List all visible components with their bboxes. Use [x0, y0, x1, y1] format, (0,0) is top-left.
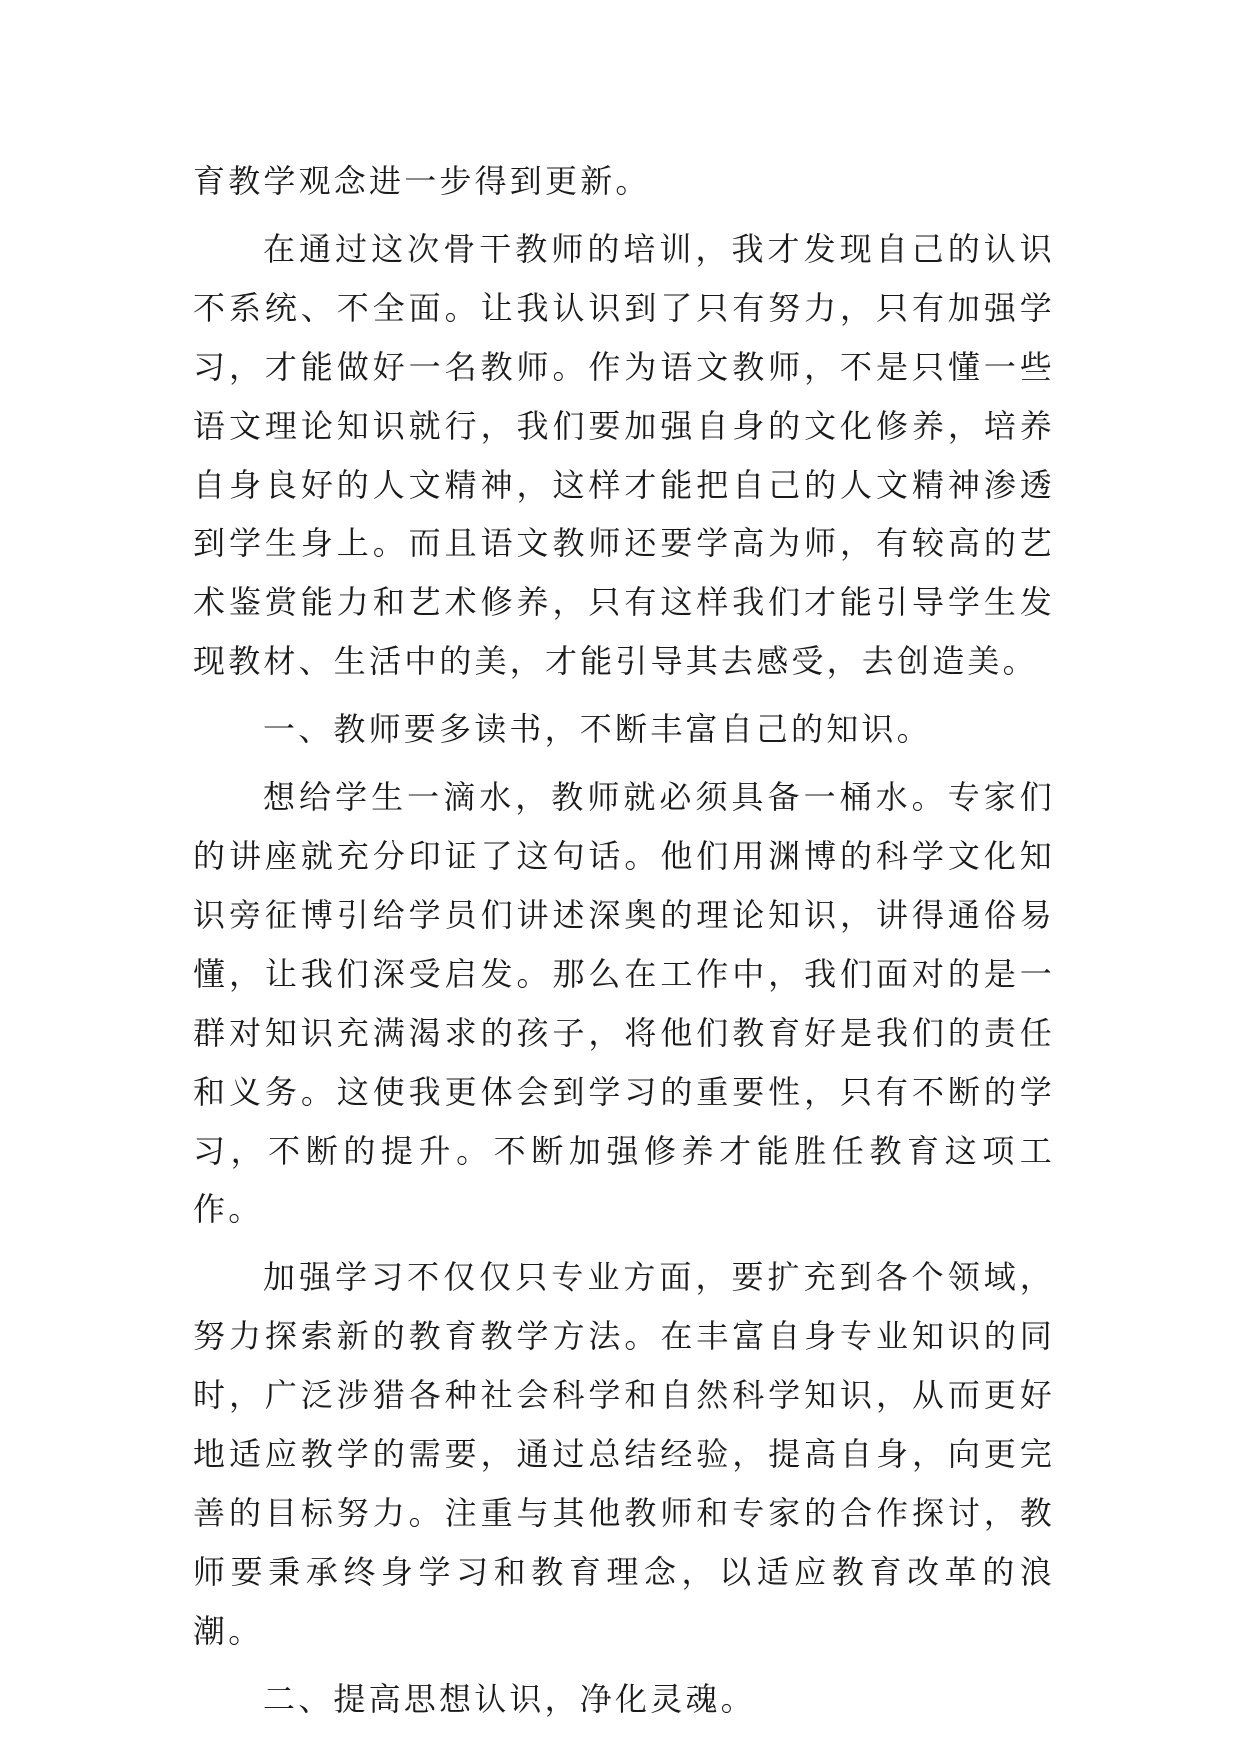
paragraph-broad-learning: 加强学习不仅仅只专业方面，要扩充到各个领域，努力探索新的教育教学方法。在丰富自身专业知识的同时，广泛涉猎各种社会科学和自然科学知识，从而更好地适应教学的需要，通过总结经验，提高自身，向更完善的目标努力。注重与其他教师和专家的合作探讨，教师要秉承终身学习和教育理念，以适应教育改革的浪潮。 [193, 1258, 1055, 1650]
document-body [193, 152, 1055, 1729]
section-heading-thinking: 二、提高思想认识，净化灵魂。 [263, 1679, 756, 1718]
paragraph-expert-lectures: 想给学生一滴水，教师就必须具备一桶水。专家们的讲座就充分印证了这句话。他们用渊博的科学文化知识旁征博引给学员们讲述深奥的理论知识，讲得通俗易懂，让我们深受启发。那么在工作中，我们面对的是一群对知识充满渴求的孩子，将他们教育好是我们的责任和义务。这使我更体会到学习的重要性，只有不断的学习，不断的提升。不断加强修养才能胜任教育这项工作。 [193, 778, 1055, 1229]
section-heading-reading: 一、教师要多读书，不断丰富自己的知识。 [263, 710, 932, 749]
paragraph-training-reflection: 在通过这次骨干教师的培训，我才发现自己的认识不系统、不全面。让我认识到了只有努力，只有加强学习，才能做好一名教师。作为语文教师，不是只懂一些语文理论知识就行，我们要加强自身的文化修养，培养自身良好的人文精神，这样才能把自己的人文精神渗透到学生身上。而且语文教师还要学高为师，有较高的艺术鉴赏能力和艺术修养，只有这样我们才能引导学生发现教材、生活中的美，才能引导其去感受，去创造美。 [193, 229, 1055, 681]
paragraph-continuation: 育教学观念进一步得到更新。 [193, 162, 651, 200]
